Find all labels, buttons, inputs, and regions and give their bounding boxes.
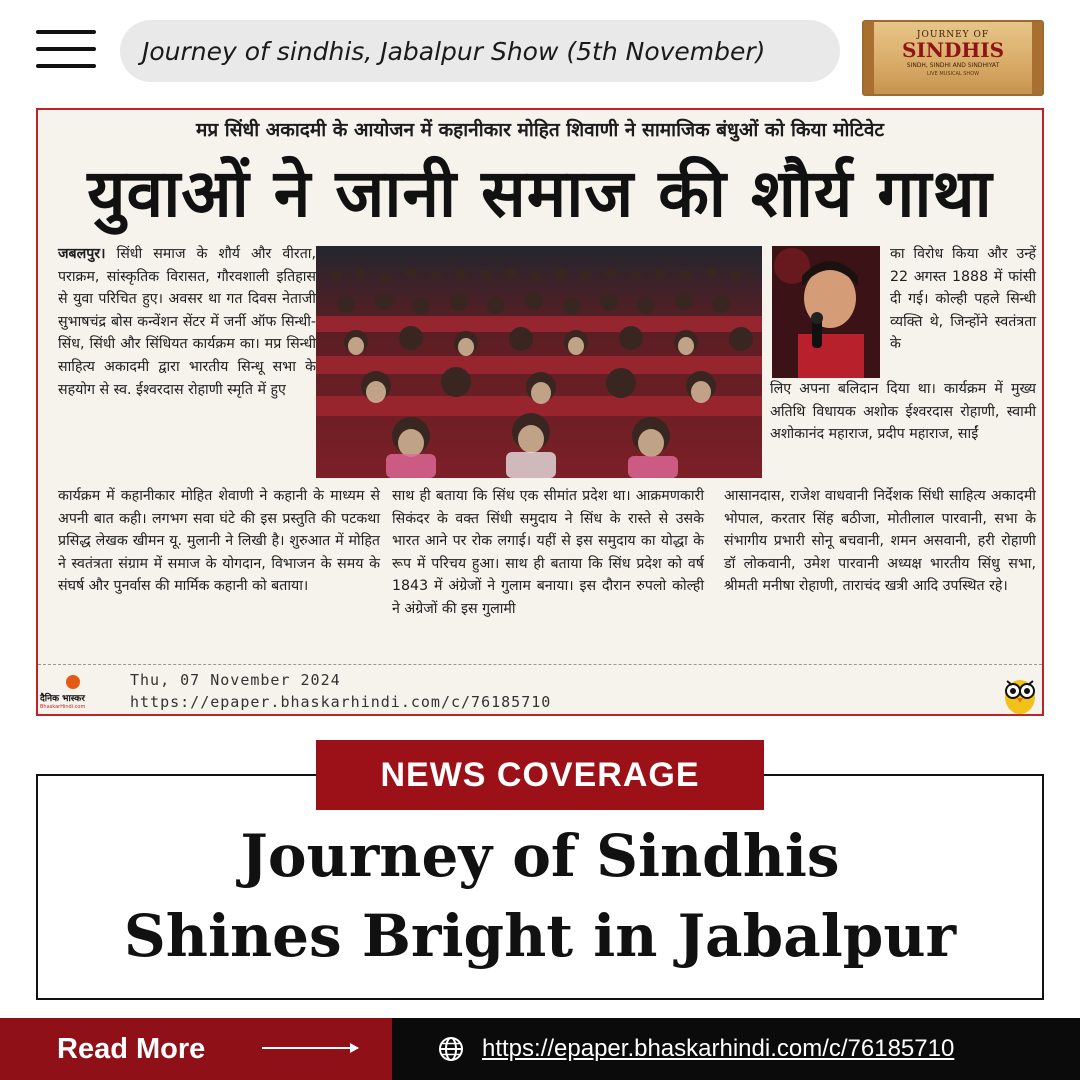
hamburger-menu-icon[interactable]: [36, 30, 96, 74]
article-column-a-continued: कार्यक्रम में कहानीकार मोहित शेवाणी ने कहानी के माध्यम से अपनी बात कही। लगभग सवा घंटे की इस प्रस्तुति की पटकथा प्रसिद्ध लेखक खीमन यू. मुलानी ने लिखी है। शुरुआत में मोहित ने स्वतंत्रता संग्राम में समाज के योगदान, विभाजन के समय के संघर्ष और पुनर्वास की मार्मिक कहानी को बताया।: [58, 488, 380, 595]
clipping-kicker: मप्र सिंधी अकादमी के आयोजन में कहानीकार मोहित शिवाणी ने सामाजिक बंधुओं को किया मोटिवेट: [195, 119, 884, 141]
article-column-d: आसानदास, राजेश वाधवानी निर्देशक सिंधी साहित्य अकादमी भोपाल, करतार सिंह बठीजा, मोतीलाल पारवानी, सभा के संभागीय प्रभारी सोनू बचवानी, शमन असवानी, हरी रोहाणी डॉ लोकवानी, उमेश पारवानी अध्यक्ष भारतीय सिंधु सभा, श्रीमती मनीषा रोहाणी, ताराचंद खत्री आदि उपस्थित रहे।: [724, 488, 1036, 595]
newspaper-clipping: [36, 108, 1044, 716]
article-column-b: साथ ही बताया कि सिंध एक सीमांत प्रदेश था। आक्रमणकारी सिकंदर के वक्त सिंधी समुदाय ने सिंध के रास्ते से उसके भारत आने पर रोक लगाई। यहीं से इस समुदाय का योद्धा के रूप में परिचय हुआ। साथ ही बताया कि सिंध प्रदेश को वर्ष 1843 में अंग्रेजों ने गुलाम बनाया। इस दौरान रुपलो कोल्ही ने अंग्रेजों की इस गुलामी: [392, 488, 704, 617]
header: [0, 0, 1080, 104]
journey-of-sindhis-logo[interactable]: [862, 20, 1044, 96]
dainik-bhaskar-logo: [40, 675, 110, 711]
news-coverage-badge: [316, 740, 764, 810]
article-column-a: [58, 243, 316, 401]
coverage-title-line-2: Shines Bright in Jabalpur: [123, 902, 957, 970]
dateline: जबलपुर।: [58, 246, 106, 262]
clipping-footer: [38, 664, 1042, 716]
page-title: Journey of sindhis, Jabalpur Show (5th November): [142, 36, 766, 66]
speaker-photo: [772, 246, 880, 378]
audience-photo: [316, 246, 762, 478]
logo-line-3: SINDH, SINDHI AND SINDHIYAT: [906, 62, 1000, 69]
logo-line-2: SINDHIS: [901, 38, 1005, 62]
article-link-bar: [392, 1018, 1080, 1080]
article-link[interactable]: https://epaper.bhaskarhindi.com/c/76185710: [482, 1035, 955, 1062]
arrow-right-icon: [262, 1047, 358, 1049]
logo-line-4: LIVE MUSICAL SHOW: [926, 71, 980, 77]
read-more-button[interactable]: [0, 1018, 392, 1080]
clipping-date: Thu, 07 November 2024: [130, 671, 341, 689]
article-column-c: का विरोध किया और उन्हें 22 अगस्त 1888 में फांसी दी गई। कोल्ही पहले सिन्धी व्यक्ति थे, जिन्होंने स्वतंत्रता के: [890, 246, 1036, 353]
article-column-a-text: सिंधी समाज के शौर्य और वीरता, पराक्रम, सांस्कृतिक विरासत, गौरवशाली इतिहास से युवा परिचित हुए। अवसर था गत दिवस नेताजी सुभाषचंद्र बोस कन्वेंशन सेंटर में जर्नी ऑफ सिन्धी- सिंध, सिंधी और सिंधियत कार्यक्रम का। मप्र सिन्धी साहित्य अकादमी द्वारा भारतीय सिन्धू सभा के सहयोग से स्व. ईश्वरदास रोहाणी स्मृति में हुए: [58, 246, 316, 398]
coverage-title-line-1: Journey of Sindhis: [240, 822, 840, 890]
globe-icon: [438, 1036, 464, 1062]
clipping-url: https://epaper.bhaskarhindi.com/c/76185710: [130, 693, 552, 711]
article-column-c-continued: लिए अपना बलिदान दिया था। कार्यक्रम में मुख्य अतिथि विधायक अशोक ईश्वरदास रोहाणी, स्वामी अशोकानंद महाराज, प्रदीप महाराज, साईं: [770, 381, 1036, 443]
news-coverage-badge-label: NEWS COVERAGE: [380, 755, 700, 794]
paper-name: दैनिक भास्कर: [40, 694, 85, 704]
owl-mascot-icon: [1002, 673, 1038, 715]
paper-website: BhaskarHindi.com: [40, 704, 86, 710]
clipping-headline: युवाओं ने जानी समाज की शौर्य गाथा: [87, 155, 993, 232]
read-more-label: Read More: [57, 1032, 206, 1065]
logo-line-1: JOURNEY OF: [916, 30, 990, 40]
coverage-title: [36, 816, 1044, 976]
page-title-pill: [120, 20, 840, 82]
